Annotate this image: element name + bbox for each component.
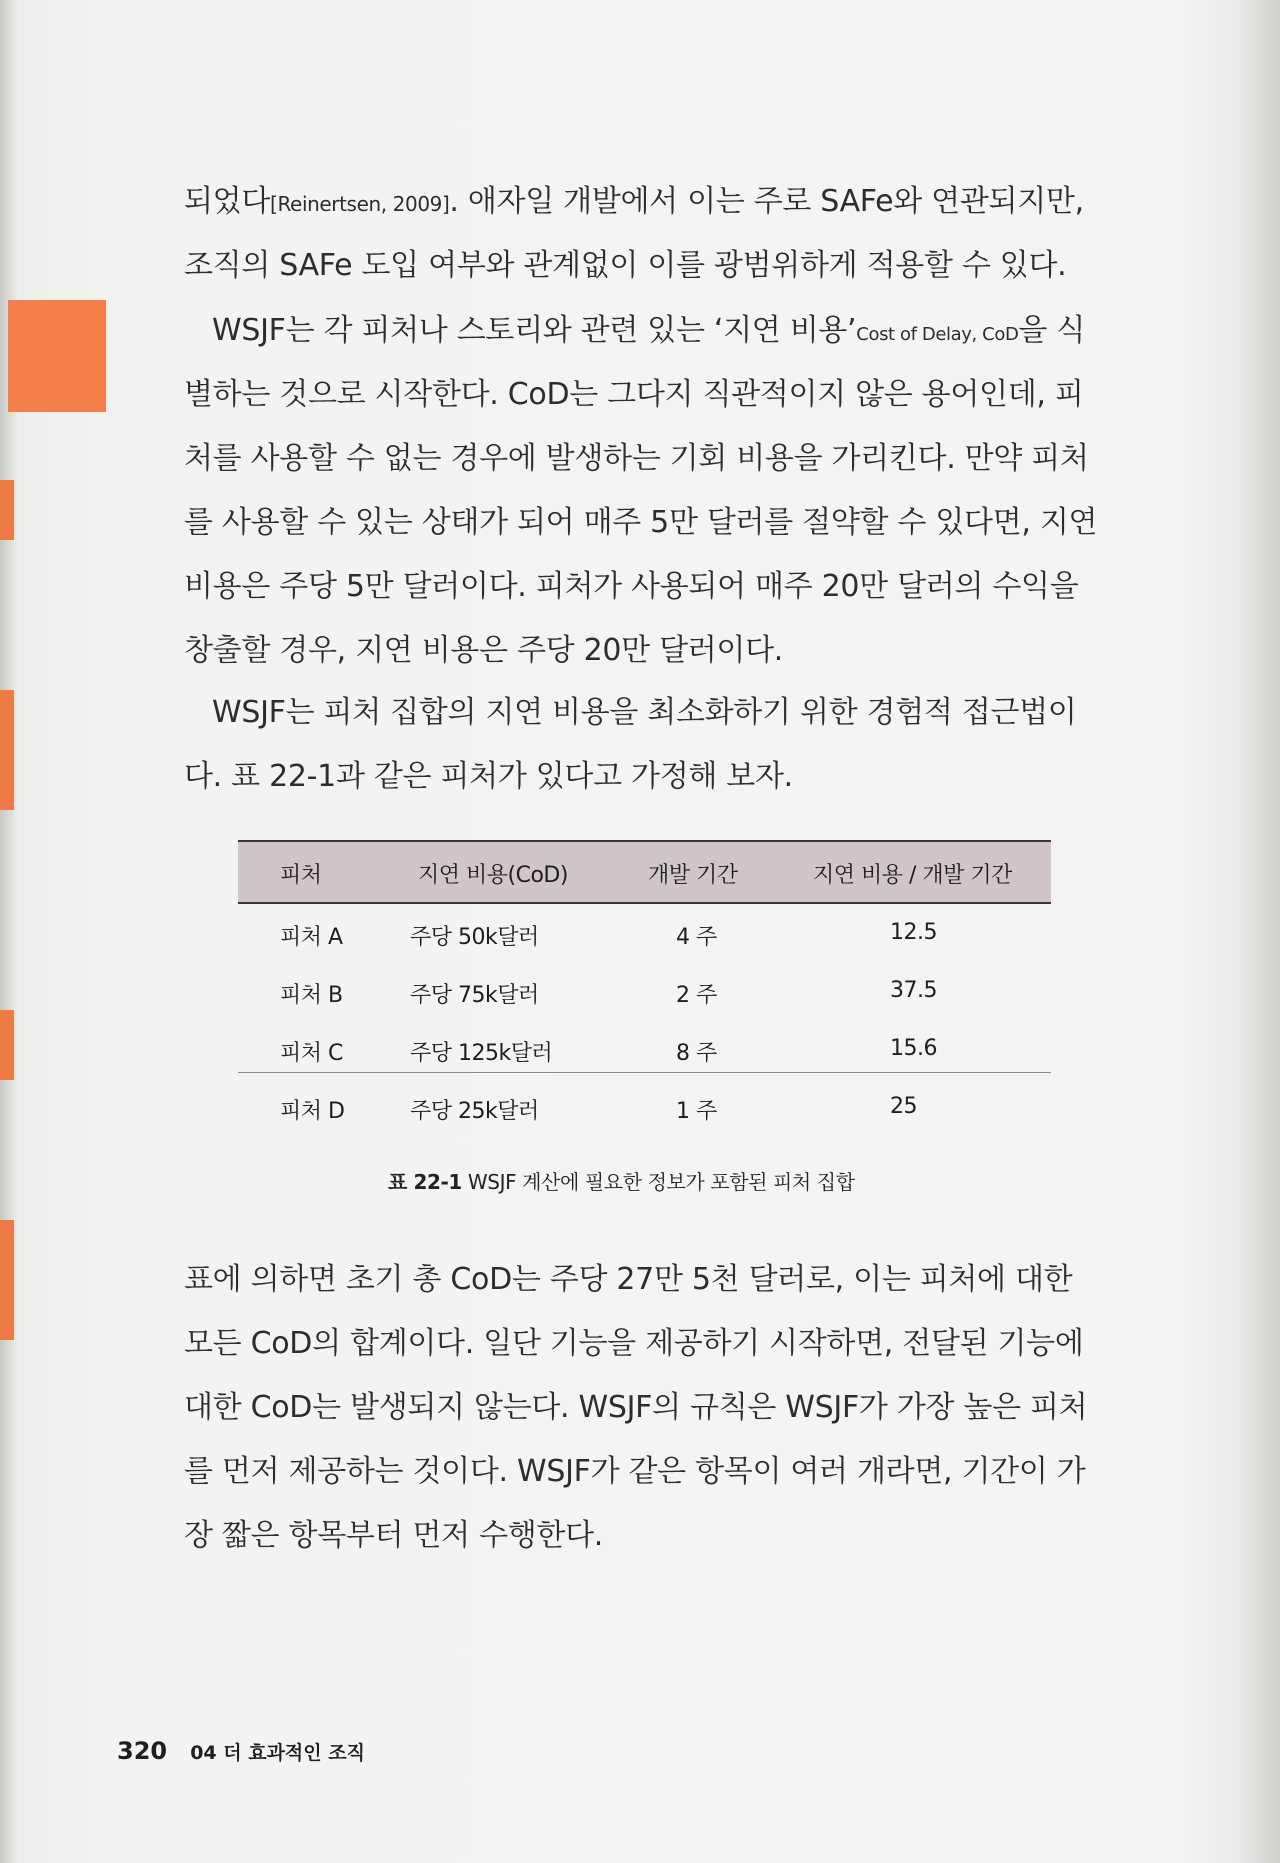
cell-duration: 8 주 [676,1041,717,1066]
orange-bookmark-tab [0,1220,14,1340]
paragraph4-line4: 를 먼저 제공하는 것이다. WSJF가 같은 항목이 여러 개라면, 기간이 가 [184,1454,1086,1489]
orange-bookmark-tab [0,480,14,540]
text-run: 을 식 [1018,313,1086,348]
orange-bookmark-tab [0,690,14,810]
citation: [Reinertsen, 2009] [270,192,450,216]
paragraph3-line2: 다. 표 22-1과 같은 피처가 있다고 가정해 보자. [184,759,793,794]
orange-bookmark-tab [0,1010,14,1080]
cell-wsjf: 37.5 [890,978,937,1003]
cell-cod: 주당 125k달러 [410,1041,553,1066]
cell-duration: 1 주 [676,1099,717,1124]
paragraph2-line2: 별하는 것으로 시작한다. CoD는 그다지 직관적이지 않은 용어인데, 피 [184,377,1084,412]
cell-cod: 주당 50k달러 [410,925,539,950]
text-run: WSJF는 각 피처나 스토리와 관련 있는 ‘지연 비용’ [212,313,857,348]
table-divider [238,1072,1051,1073]
paragraph4-line1: 표에 의하면 초기 총 CoD는 주당 27만 5천 달러로, 이는 피처에 대한 [184,1262,1073,1297]
header-cod: 지연 비용(CoD) [418,863,568,888]
paragraph2-line1 [212,305,1085,349]
paragraph2-line3: 처를 사용할 수 없는 경우에 발생하는 기회 비용을 가리킨다. 만약 피처 [184,441,1089,476]
paragraph1-line2: 조직의 SAFe 도입 여부와 관계없이 이를 광범위하게 적용할 수 있다. [184,248,1067,283]
orange-bookmark-tab [8,300,106,412]
cell-cod: 주당 25k달러 [410,1099,539,1124]
cell-feature: 피처 B [280,983,343,1008]
paragraph4-line3: 대한 CoD는 발생되지 않는다. WSJF의 규칙은 WSJF가 가장 높은 피처 [184,1390,1088,1425]
page-number: 320 [117,1737,168,1765]
header-wsjf: 지연 비용 / 개발 기간 [813,863,1012,888]
cell-feature: 피처 D [280,1099,345,1124]
caption-text: WSJF 계산에 필요한 정보가 포함된 피처 집합 [467,1170,855,1194]
cell-feature: 피처 C [280,1041,343,1066]
paragraph4-line5: 장 짧은 항목부터 먼저 수행한다. [184,1518,604,1553]
paragraph1-line1 [184,176,1084,220]
paragraph2-line5: 비용은 주당 5만 달러이다. 피처가 사용되어 매주 20만 달러의 수익을 [184,569,1079,604]
cell-feature: 피처 A [280,925,343,950]
table-row [238,920,1051,960]
paragraph3-line1: WSJF는 피처 집합의 지연 비용을 최소화하기 위한 경험적 접근법이 [212,695,1077,730]
paragraph4-line2: 모든 CoD의 합계이다. 일단 기능을 제공하기 시작하면, 전달된 기능에 [184,1326,1084,1361]
cell-duration: 2 주 [676,983,717,1008]
cell-duration: 4 주 [676,925,717,950]
text-run: . 애자일 개발에서 이는 주로 SAFe와 연관되지만, [449,184,1084,219]
page-footer [117,1737,365,1765]
cell-wsjf: 12.5 [890,920,937,945]
table-row [238,1094,1051,1134]
table-row [238,1036,1051,1076]
cell-wsjf: 15.6 [890,1036,937,1061]
paragraph2-line6: 창출할 경우, 지연 비용은 주당 20만 달러이다. [184,633,784,668]
section-title: 04 더 효과적인 조직 [190,1742,365,1764]
cell-cod: 주당 75k달러 [410,983,539,1008]
header-duration: 개발 기간 [648,863,738,888]
header-feature: 피처 [280,863,322,888]
table-row [238,978,1051,1018]
caption-label: 표 22-1 [388,1170,462,1194]
text-run: 되었다 [184,184,271,219]
term-gloss: Cost of Delay, CoD [856,324,1019,345]
cell-wsjf: 25 [890,1094,917,1119]
table-header [238,840,1051,904]
paragraph2-line4: 를 사용할 수 있는 상태가 되어 매주 5만 달러를 절약할 수 있다면, 지연 [184,505,1098,540]
table-caption [388,1166,855,1195]
